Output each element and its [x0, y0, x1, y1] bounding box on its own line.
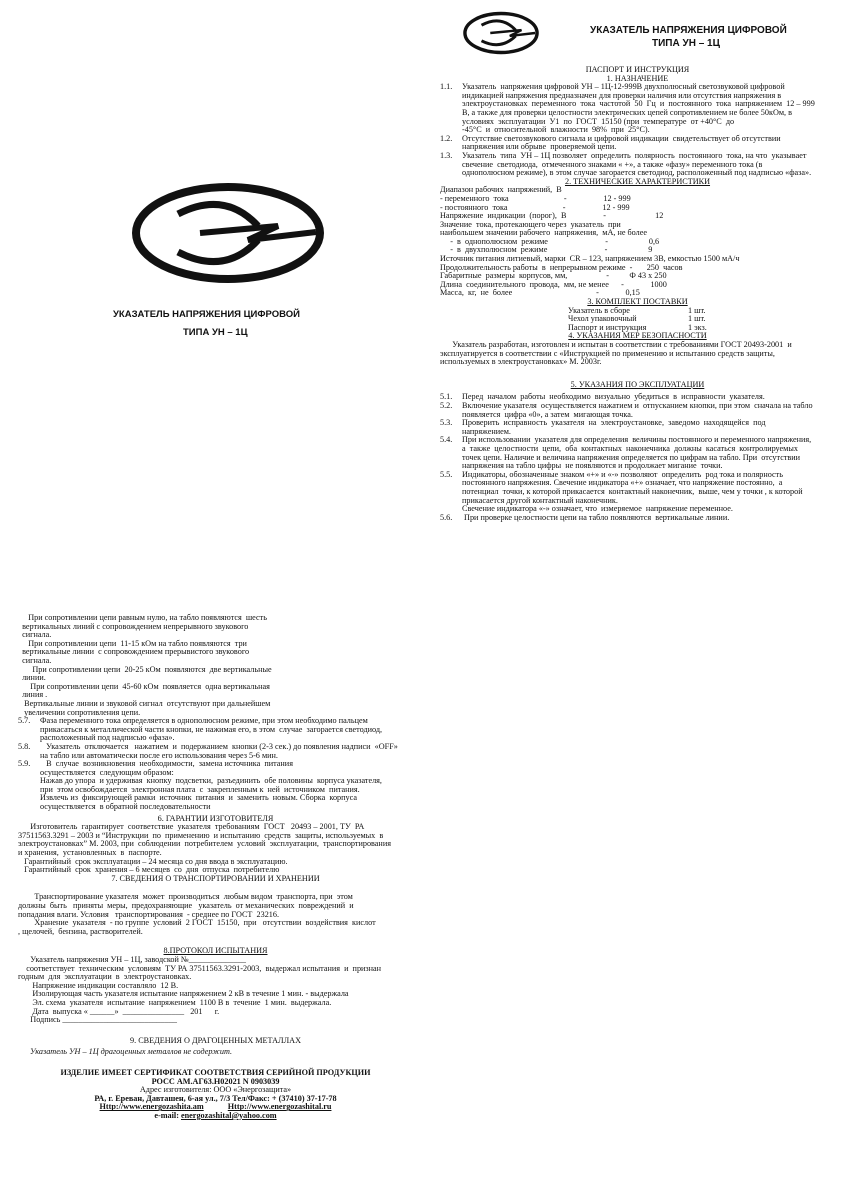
items-5-7-to-5-9	[18, 717, 413, 812]
numbered-item	[440, 419, 835, 436]
safety-line: Указатель разработан, изготовлен и испытан в соответствии с требованиями ГОСТ 20493-2001 и	[440, 340, 792, 349]
item-line: постоянного напряжения. Свечение индикатора «+» означает, что напряжение постоянно, а	[462, 478, 783, 488]
section-1-items	[440, 83, 835, 178]
safety-line: используемых в электроустановках» М. 2003г.	[440, 357, 602, 367]
spec-line: Габаритные размеры корпусов, мм, - Ф 43 х 250	[440, 271, 667, 281]
certificate-line-1: ИЗДЕЛИЕ ИМЕЕТ СЕРТИФИКАТ СООТВЕТСТВИЯ СЕРИЙНОЙ ПРОДУКЦИИ	[60, 1067, 371, 1077]
section-2-title: 2. ТЕХНИЧЕСКИЕ ХАРАКТЕРИСТИКИ	[564, 176, 711, 186]
protocol-line: Изолирующая часть указателя испытание напряжением 2 кВ в течение 1 мин. - выдержала	[18, 989, 349, 999]
front-subtitle: ТИПА УН – 1Ц	[183, 327, 248, 338]
section-9-title: 9. СВЕДЕНИЯ О ДРАГОЦЕННЫХ МЕТАЛЛАХ	[130, 1035, 301, 1045]
item-body	[462, 135, 781, 152]
spec-line: наибольшем значении рабочего напряжения, мА, не более	[440, 228, 648, 238]
spec-line: Напряжение индикации (порог), В - 12	[440, 211, 664, 221]
numbered-item	[18, 743, 413, 760]
item-line: осуществляется следующим образом:	[40, 767, 174, 777]
numbered-item	[440, 514, 835, 523]
item-line: точек цепи. Наличие и величина напряжения определяется по цифрам на табло. При отсутствии	[462, 452, 801, 462]
protocol-line: Эл. схема указателя испытание напряжением 1100 В в течение 1 мин. выдержала.	[18, 997, 332, 1007]
item-line: появляется цифра «0», а затем мигающая точка.	[462, 409, 633, 419]
spec-line: - переменного тока - 12 - 999	[440, 193, 631, 203]
resistance-line: сигнала.	[18, 630, 52, 640]
item-line: прикасается другой контактный наконечник.	[462, 495, 618, 505]
item-line: напряжением.	[462, 426, 511, 436]
page2-section	[18, 614, 413, 1120]
company-logo-small	[462, 10, 540, 56]
item-line: осуществляется в обратной последовательности	[40, 802, 211, 812]
transport-line: Хранение указателя - по группе условий 2 ГОСТ 15150, при отсутствии воздействия кислот	[18, 918, 376, 928]
item-line: Указатель напряжения цифровой УН – 1Ц-12-999В двухполюсный светозвуковой цифровой	[462, 82, 785, 92]
protocol-line: Подпись ____________________________	[18, 1015, 178, 1025]
resistance-line: увеличении сопротивления цепи.	[18, 707, 141, 717]
section-2-specs	[440, 186, 835, 298]
kit-item-qty: 1 шт.	[688, 314, 706, 324]
kit-item-name: Чехол упаковочный	[568, 314, 637, 324]
address-line-1: Адрес изготовителя: ООО «Энергозащита»	[139, 1085, 292, 1095]
item-line: индикацией напряжения предназначен для проверки наличия или отсутствия напряжения в	[462, 90, 782, 100]
section-5-title: 5. УКАЗАНИЯ ПО ЭКСПЛУАТАЦИИ	[570, 379, 705, 389]
spec-line: - в двухполюсном режиме - 9	[440, 245, 653, 255]
item-line: -45°С и относительной влажности 98% при 25°С).	[462, 125, 650, 135]
kit-item-qty: 1 экз.	[688, 322, 707, 332]
item-line: Проверить исправность указателя на электроустановке, заведомо находящейся под	[462, 418, 766, 428]
protocol-line: Дата выпуска « ______» _______________ 201 г.	[18, 1006, 220, 1016]
item-body	[40, 717, 382, 743]
item-number: 5.5.	[440, 469, 453, 479]
item-line: Нажав до упора и удерживая кнопку подсветки, разъединить обе половины корпуса указателя,	[40, 776, 382, 786]
item-line: Указатель отключается нажатием и подержанием кнопки (2-3 сек.) до появления надписи «OFF»	[40, 741, 398, 751]
section-9-text: Указатель УН – 1Ц драгоценных металлов не содержит.	[30, 1047, 233, 1057]
item-body	[40, 743, 398, 760]
warranty-line: 37511563.3291 – 2003 и “Инструкции по применению и испытанию средств защиты, используемых в	[18, 830, 384, 840]
item-number: 5.2.	[440, 400, 453, 410]
item-number: 1.1.	[440, 82, 453, 92]
warranty-line: электроустановках” М. 2003, при соблюдении потребителем условий эксплуатации, транспортирования	[18, 839, 391, 849]
item-line: свечение светодиода, отмеченного знаками « +», а также «фазу» переменного тока (в	[462, 159, 763, 169]
item-line: Отсутствие светозвукового сигнала и цифровой индикации свидетельствует об отсутствии	[462, 133, 781, 143]
section-3-title: 3. КОМПЛЕКТ ПОСТАВКИ	[587, 297, 688, 307]
item-line: при этом освобождается электронная плата с закрепленным к ней источником питания.	[40, 784, 360, 794]
section-4-text	[440, 341, 835, 367]
address-line-2: РА, г. Ереван, Давташен, 6-ая ул., 7/3 Тел/Факс: + (37410) 37-17-78	[94, 1093, 337, 1103]
item-line: Указатель типа УН – 1Ц позволяет определить полярность постоянного тока, на что указывает	[462, 150, 807, 160]
item-number: 5.7.	[18, 716, 31, 726]
section-5-items	[440, 393, 835, 522]
warranty-line: Изготовитель гарантирует соответствие указателя требованиям ГОСТ 20493 – 2001, ТУ РА	[18, 822, 365, 832]
item-line: прикасаться к металлической части кнопки, не нажимая его, в этом случае загорается светодиод,	[40, 724, 383, 734]
item-line: Включение указателя осуществляется нажатием и отпусканием кнопки, при этом сначала на табло	[462, 400, 813, 410]
resistance-line: При сопротивлении цепи 45-60 кОм появляется одна вертикальная	[18, 681, 270, 691]
numbered-item	[18, 760, 413, 812]
resistance-line: вертикальные линии с сопровождением прерывистого звукового	[18, 647, 250, 657]
passport-section	[440, 66, 835, 522]
item-body	[462, 152, 811, 178]
spec-line: Продолжительность работы в непрерывном режиме - 250 часов	[440, 262, 683, 272]
item-body	[462, 419, 766, 436]
kit-item-qty: 1 шт.	[688, 305, 706, 315]
item-number: 5.9.	[18, 759, 31, 769]
item-line: Свечение индикатора «-» означает, что измеряемое напряжение переменное.	[462, 504, 733, 514]
item-line: Извлечь из фиксирующей рамки источник питания и заменить новым. Сборка корпуса	[40, 793, 357, 803]
section-4-title: 4. УКАЗАНИЯ МЕР БЕЗОПАСНОСТИ	[568, 331, 707, 341]
item-line: Фаза переменного тока определяется в однополюсном режиме, при этом необходимо пальцем	[40, 716, 368, 726]
numbered-item	[440, 83, 835, 135]
spec-line: Источник питания литиевый, марки CR – 123, напряжением 3В, емкостью 1500 мА/ч	[440, 254, 740, 264]
item-line: а также целостности цепи, оба контактных наконечника должны касаться контролируемых	[462, 443, 798, 453]
kit-item-name: Указатель в сборе	[568, 305, 630, 315]
protocol-line: соответствует техническим условиям ТУ РА 37511563.3291-2003, выдержал испытания и признан	[18, 963, 382, 973]
item-number: 5.4.	[440, 435, 453, 445]
section-8-protocol	[18, 956, 413, 1025]
section-3-kit	[568, 307, 835, 333]
item-line: напряжения или обрыве проверяемой цепи.	[462, 142, 617, 152]
item-body	[462, 83, 815, 135]
company-logo-large	[130, 182, 326, 284]
protocol-line: годным для эксплуатации в электроустановках.	[18, 972, 192, 982]
numbered-item	[440, 135, 835, 152]
warranty-line: и хранения, установленных в паспорте.	[18, 848, 162, 858]
item-line: Индикаторы, обозначенные знаком «+» и «-» позволяют определить род тока и полярность	[462, 469, 783, 479]
item-body	[462, 402, 813, 419]
item-line: на табло или автоматически после его использования через 5-6 мин.	[40, 750, 278, 760]
website-link-am[interactable]: Http://www.energozashita.am	[99, 1102, 204, 1112]
certificate-line-2: РОСС AM.AГ63.H02021 N 0903039	[151, 1076, 280, 1086]
item-number: 1.3.	[440, 150, 453, 160]
passport-title: ПАСПОРТ И ИНСТРУКЦИЯ	[585, 65, 690, 74]
resistance-line: При сопротивлении цепи 20-25 кОм появляются две вертикальные	[18, 664, 272, 674]
spec-line: Масса, кг, не более - 0,15	[440, 288, 640, 298]
spec-line: Длина соединительного провода, мм, не менее - 1000	[440, 279, 667, 289]
item-body	[462, 436, 811, 470]
item-line: электроустановках переменного тока частотой 50 Гц и постоянного тока напряжением 12 – 999	[462, 99, 815, 109]
numbered-item	[440, 402, 835, 419]
transport-line: попадания влаги. Условия транспортирования - среднее по ГОСТ 23216.	[18, 909, 280, 919]
protocol-line: Указатель напряжения УН – 1Ц, заводской №______________	[18, 954, 247, 964]
transport-line: должны быть приняты меры, предохраняющие указатель от механических повреждений и	[18, 901, 354, 910]
item-line: Перед началом работы необходимо визуально убедиться в исправности указателя.	[462, 392, 765, 402]
section-6-title: 6. ГАРАНТИИ ИЗГОТОВИТЕЛЯ	[157, 813, 274, 823]
transport-line: Транспортирование указателя может производиться любым видом транспорта, при этом	[18, 892, 353, 902]
resistance-line: линия .	[18, 690, 48, 700]
spec-line: Диапазон рабочих напряжений, В	[440, 185, 562, 195]
numbered-item	[18, 717, 413, 743]
email-link[interactable]: energozashital@yahoo.com	[180, 1110, 277, 1120]
section-7-text	[18, 893, 413, 936]
item-line: потенциал точки, к которой прикасается контактный наконечник, выше, чем у точки , к которой	[462, 486, 803, 496]
warranty-line: Гарантийный срок эксплуатации – 24 месяца со дня ввода в эксплуатацию.	[18, 856, 288, 866]
resistance-line: При сопротивлении цепи 11-15 кОм на табло появляются три	[18, 638, 247, 648]
item-number: 5.1.	[440, 392, 453, 402]
item-line: В, а также для проверки целостности электрических цепей сопротивлением не более 50кОм, в	[462, 107, 793, 117]
resistance-notes	[18, 614, 413, 717]
resistance-line: вертикальных линий с сопровождением непрерывного звукового	[18, 621, 249, 631]
header-title: УКАЗАТЕЛЬ НАПРЯЖЕНИЯ ЦИФРОВОЙ	[590, 25, 787, 36]
safety-line: эксплуатируется в соответствии с «Инструкцией по применению и испытанию средств защиты,	[440, 348, 775, 358]
resistance-line: сигнала.	[18, 655, 52, 665]
email-line	[18, 1112, 413, 1121]
transport-line: , щелочей, бензина, растворителей.	[18, 926, 143, 936]
item-body	[462, 471, 803, 514]
kit-item-name: Паспорт и инструкция	[568, 322, 647, 332]
header-subtitle: ТИПА УН – 1Ц	[652, 38, 720, 49]
item-line: расположенный под надписью «фаза».	[40, 733, 175, 743]
item-line: условиях эксплуатации У1 по ГОСТ 15150 (при температуре от +40°С до	[462, 116, 735, 126]
item-body	[462, 514, 729, 523]
item-line: При использовании указателя для определения величины постоянного и переменного напряжения,	[462, 435, 812, 445]
front-title: УКАЗАТЕЛЬ НАПРЯЖЕНИЯ ЦИФРОВОЙ	[113, 309, 300, 320]
spec-line: - в однополюсном режиме - 0,6	[440, 236, 660, 246]
resistance-line: линии.	[18, 673, 46, 683]
item-number: 1.2.	[440, 133, 453, 143]
numbered-item	[440, 471, 835, 514]
item-line: напряжения на табло цифры не появляются и продолжает мигание точки.	[462, 461, 723, 471]
email-label: e-mail:	[154, 1110, 179, 1120]
section-7-title: 7. СВЕДЕНИЯ О ТРАНСПОРТИРОВАНИИ И ХРАНЕНИИ	[111, 873, 320, 883]
item-body	[40, 760, 382, 812]
section-1-title: 1. НАЗНАЧЕНИЕ	[606, 73, 669, 83]
warranty-line: Гарантийный срок хранения – 6 месяцев со дня отпуска потребителю	[18, 865, 280, 875]
section-8-title: 8.ПРОТОКОЛ ИСПЫТАНИЯ	[163, 946, 268, 956]
resistance-line: Вертикальные линии и звуковой сигнал отсутствуют при дальнейшем	[18, 698, 271, 708]
item-number: 5.8.	[18, 741, 31, 751]
spec-line: Значение тока, протекающего через указатель при	[440, 219, 621, 229]
numbered-item	[440, 152, 835, 178]
item-number: 5.6.	[440, 512, 453, 522]
item-line: При проверке целостности цепи на табло появляются вертикальные линии.	[462, 512, 730, 522]
website-link-ru[interactable]: Http://www.energozashital.ru	[227, 1102, 332, 1112]
item-line: В случае возникновения необходимости, замена источника питания	[40, 759, 293, 769]
numbered-item	[440, 436, 835, 470]
section-6-text	[18, 823, 413, 875]
resistance-line: При сопротивлении цепи равным нулю, на табло появляются шесть	[18, 613, 267, 622]
item-line: однополюсном режиме), в этом случае загорается светодиод, расположенный под надписью «фаза».	[462, 168, 812, 178]
spec-line: - постоянного тока - 12 - 999	[440, 202, 630, 212]
protocol-line: Напряжение индикации составляло 12 В.	[18, 980, 179, 990]
item-number: 5.3.	[440, 418, 453, 428]
